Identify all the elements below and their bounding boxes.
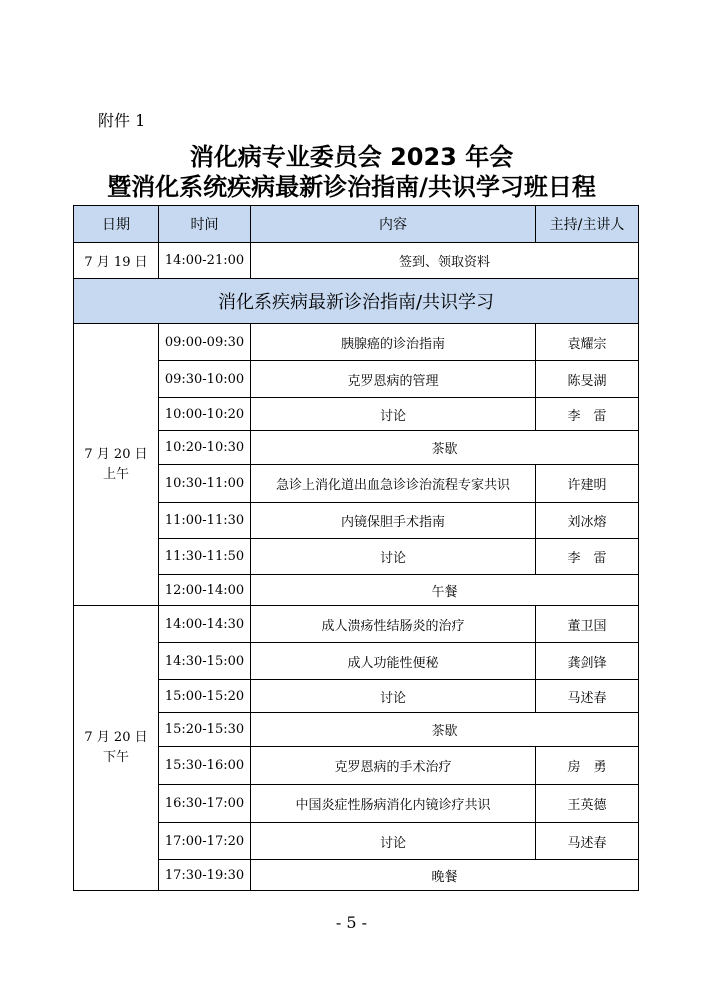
time-cell: 15:20-15:30 [159,713,251,747]
time-cell: 10:20-10:30 [159,431,251,465]
speaker-cell: 刘冰熔 [536,503,639,539]
table-row [74,747,639,785]
header-time: 时间 [159,206,251,243]
content-cell: 讨论 [251,539,536,575]
speaker-cell: 李 雷 [536,539,639,575]
document-title-line1: 消化病专业委员会 2023 年会 [189,143,514,171]
table-row [74,398,639,431]
time-cell: 09:00-09:30 [159,324,251,361]
table-header-row [74,206,639,243]
content-cell: 午餐 [251,575,639,606]
table-row [74,643,639,680]
content-cell: 成人溃疡性结肠炎的治疗 [251,606,536,643]
date-label: 7 月 20 日 [84,446,148,462]
time-cell: 10:30-11:00 [159,465,251,503]
time-cell: 16:30-17:00 [159,785,251,823]
time-cell: 11:00-11:30 [159,503,251,539]
date-cell [74,606,159,891]
content-cell: 讨论 [251,823,536,860]
content-cell: 签到、领取资料 [251,243,639,279]
table-row [74,465,639,503]
speaker-cell: 马述春 [536,680,639,713]
content-cell: 内镜保胆手术指南 [251,503,536,539]
table-row [74,503,639,539]
speaker-cell: 房 勇 [536,747,639,785]
date-cell [74,324,159,606]
table-row [74,361,639,398]
time-cell: 14:00-14:30 [159,606,251,643]
speaker-cell: 龚剑锋 [536,643,639,680]
content-cell: 成人功能性便秘 [251,643,536,680]
speaker-cell: 李 雷 [536,398,639,431]
table-row [74,324,639,361]
speaker-cell: 袁耀宗 [536,324,639,361]
table-row [74,606,639,643]
time-cell: 12:00-14:00 [159,575,251,606]
period-label: 下午 [102,750,129,765]
time-cell: 15:00-15:20 [159,680,251,713]
content-cell: 胰腺癌的诊治指南 [251,324,536,361]
time-cell: 17:30-19:30 [159,860,251,891]
date-cell: 7 月 19 日 [74,243,159,279]
time-cell: 14:30-15:00 [159,643,251,680]
content-cell: 克罗恩病的手术治疗 [251,747,536,785]
table-row [74,243,639,279]
speaker-cell: 许建明 [536,465,639,503]
content-cell: 克罗恩病的管理 [251,361,536,398]
time-cell: 17:00-17:20 [159,823,251,860]
time-cell: 10:00-10:20 [159,398,251,431]
speaker-cell: 董卫国 [536,606,639,643]
table-row [74,713,639,747]
afternoon-rows [74,606,639,891]
table-row [74,539,639,575]
speaker-cell: 马述春 [536,823,639,860]
content-cell: 讨论 [251,680,536,713]
time-cell: 11:30-11:50 [159,539,251,575]
document-title-line2: 暨消化系统疾病最新诊治指南/共识学习班日程 [107,173,596,201]
table-row [74,431,639,465]
attachment-label: 附件 1 [98,111,146,130]
table-row [74,823,639,860]
time-cell: 14:00-21:00 [159,243,251,279]
time-cell: 09:30-10:00 [159,361,251,398]
time-cell: 15:30-16:00 [159,747,251,785]
table-row [74,575,639,606]
table-row [74,680,639,713]
content-cell: 茶歇 [251,431,639,465]
header-date: 日期 [74,206,159,243]
section-title: 消化系疾病最新诊治指南/共识学习 [74,279,639,324]
table-row [74,785,639,823]
header-content: 内容 [251,206,536,243]
content-cell: 茶歇 [251,713,639,747]
date-label: 7 月 20 日 [84,730,148,745]
content-cell: 急诊上消化道出血急诊诊治流程专家共识 [251,465,536,503]
schedule-table [73,205,639,891]
content-cell: 讨论 [251,398,536,431]
morning-rows [74,324,639,606]
speaker-cell: 陈旻湖 [536,361,639,398]
period-label: 上午 [102,466,129,482]
section-row [74,279,639,324]
speaker-cell: 王英德 [536,785,639,823]
page-number: - 5 - [335,913,368,932]
content-cell: 晚餐 [251,860,639,891]
content-cell: 中国炎症性肠病消化内镜诊疗共识 [251,785,536,823]
table-row [74,860,639,891]
header-speaker: 主持/主讲人 [536,206,639,243]
